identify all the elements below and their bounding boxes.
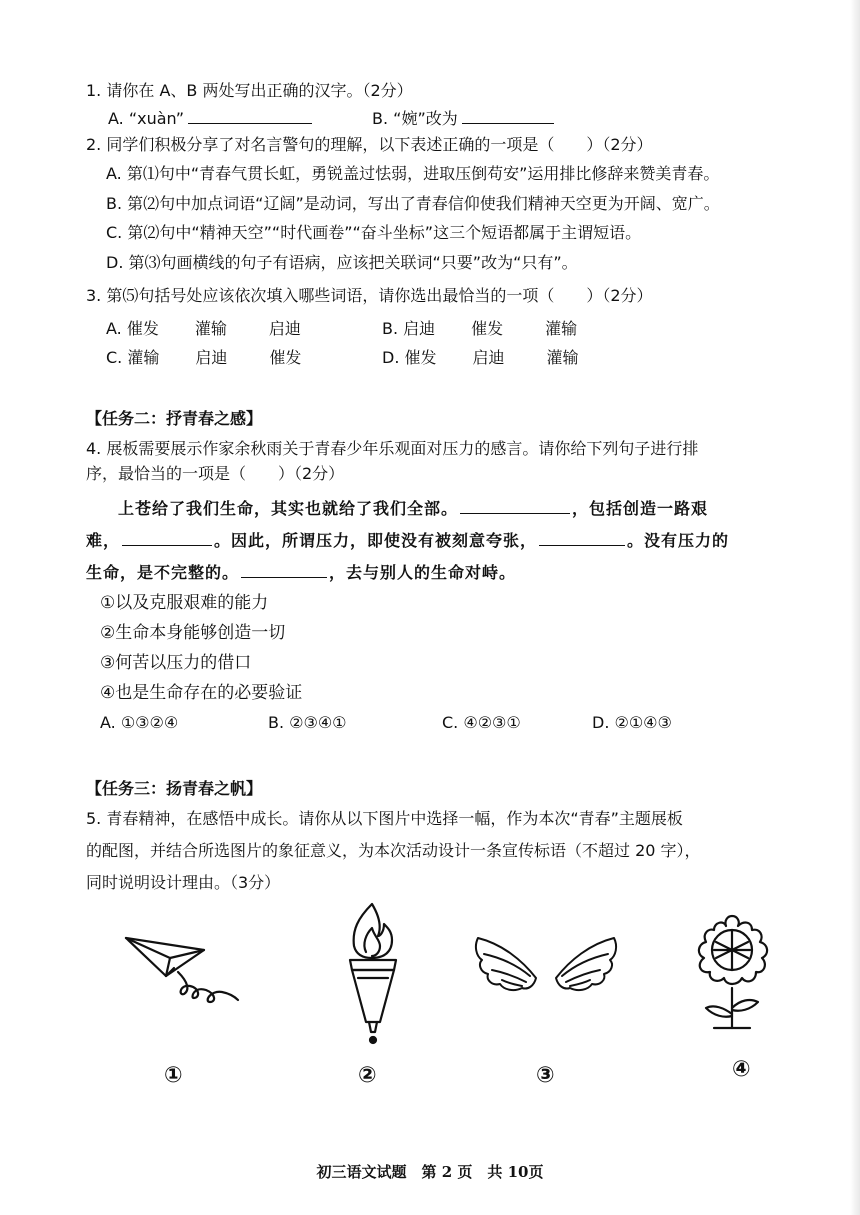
q4-stem-line2: 序，最恰当的一项是（ ）（2分） — [86, 464, 345, 483]
q4-answer-a: A. ①③②④ — [100, 713, 179, 732]
q1-a-blank[interactable] — [188, 107, 312, 124]
q3-option-b-word2: 催发 — [471, 319, 504, 338]
q5-line1: 5. 青春精神，在感悟中成长。请你从以下图片中选择一幅，作为本次“青春”主题展板 — [86, 809, 683, 828]
sunflower-icon[interactable] — [684, 912, 780, 1030]
passage-text: 上苍给了我们生命，其实也就给了我们全部。 — [118, 499, 459, 518]
q3-option-d-word2: 启迪 — [472, 348, 505, 367]
q2-option-a: A. 第⑴句中“青春气贯长虹，勇锐盖过怯弱，进取压倒苟安”运用排比修辞来赞美青春。 — [106, 164, 720, 183]
torch-icon[interactable] — [344, 900, 402, 1048]
scan-edge-shadow — [850, 0, 860, 1215]
paper-plane-icon[interactable] — [118, 928, 250, 1006]
q4-item-3: ③何苦以压力的借口 — [100, 653, 252, 673]
q4-passage-line2 — [86, 529, 729, 552]
task2-heading: 【任务二：抒青春之感】 — [86, 409, 263, 428]
passage-text: 难， — [86, 531, 121, 550]
picture-number-4: ④ — [732, 1057, 751, 1082]
q4-passage-line1 — [118, 497, 708, 520]
picture-number-3: ③ — [536, 1063, 555, 1088]
q1-a-line — [108, 107, 312, 130]
q3-option-a — [106, 318, 301, 340]
q3-option-b-word3: 灌输 — [545, 319, 578, 338]
q5-line3: 同时说明设计理由。（3分） — [86, 873, 281, 892]
q3-option-b — [382, 318, 577, 340]
q4-blank-1[interactable] — [460, 497, 570, 514]
q4-item-2: ②生命本身能够创造一切 — [100, 623, 286, 643]
passage-text: 生命，是不完整的。 — [86, 563, 240, 582]
q3-option-d-word1: D. 催发 — [382, 348, 437, 367]
q4-answer-d: D. ②①④③ — [592, 713, 672, 732]
q3-stem: 3. 第⑸句括号处应该依次填入哪些词语，请你选出最恰当的一项（ ）（2分） — [86, 286, 653, 305]
wings-icon[interactable] — [472, 930, 620, 1002]
q4-item-4: ④也是生命存在的必要验证 — [100, 683, 303, 703]
q1-stem: 1. 请你在 A、B 两处写出正确的汉字。（2分） — [86, 81, 413, 100]
picture-number-2: ② — [358, 1063, 377, 1088]
q2-stem: 2. 同学们积极分享了对名言警句的理解，以下表述正确的一项是（ ）（2分） — [86, 135, 653, 154]
q1-a-label: A. “xuàn” — [108, 109, 185, 128]
q3-option-d-word3: 灌输 — [546, 348, 579, 367]
q4-answer-b: B. ②③④① — [268, 713, 347, 732]
q3-option-b-word1: B. 启迪 — [382, 319, 436, 338]
q3-option-c-word3: 催发 — [269, 348, 302, 367]
q4-blank-3[interactable] — [539, 529, 625, 546]
q4-answer-c: C. ④②③① — [442, 713, 521, 732]
q1-b-blank[interactable] — [462, 107, 554, 124]
q1-b-line — [372, 107, 554, 130]
q4-stem-line1: 4. 展板需要展示作家余秋雨关于青春少年乐观面对压力的感言。请你给下列句子进行排 — [86, 439, 699, 458]
q3-option-d — [382, 347, 579, 369]
q2-option-c: C. 第⑵句中“精神天空”“时代画卷”“奋斗坐标”这三个短语都属于主谓短语。 — [106, 223, 642, 242]
picture-number-1: ① — [164, 1063, 183, 1088]
q5-line2: 的配图，并结合所选图片的象征意义，为本次活动设计一条宣传标语（不超过 20 字）， — [86, 841, 701, 860]
passage-text: ，去与别人的生命对峙。 — [329, 563, 517, 582]
passage-text: 。因此，所谓压力，即使没有被刻意夸张， — [214, 531, 538, 550]
q1-b-label: B. “婉”改为 — [372, 109, 458, 128]
q4-passage-line3 — [86, 561, 516, 584]
q3-option-c-word1: C. 灌输 — [106, 348, 160, 367]
q3-option-a-word3: 启迪 — [268, 319, 301, 338]
q3-option-c — [106, 347, 301, 369]
q3-option-a-word1: A. 催发 — [106, 319, 159, 338]
q4-item-1: ①以及克服艰难的能力 — [100, 593, 269, 613]
q3-option-a-word2: 灌输 — [194, 319, 227, 338]
q2-option-b: B. 第⑵句中加点词语“辽阔”是动词，写出了青春信仰使我们精神天空更为开阔、宽广。 — [106, 194, 720, 213]
passage-text: ，包括创造一路艰 — [572, 499, 709, 518]
page-footer: 初三语文试题 第 2 页 共 10页 — [316, 1163, 544, 1181]
task3-heading: 【任务三：扬青春之帆】 — [86, 779, 263, 798]
passage-text: 。没有压力的 — [627, 531, 730, 550]
q4-blank-2[interactable] — [122, 529, 212, 546]
q3-option-c-word2: 启迪 — [195, 348, 228, 367]
q2-option-d: D. 第⑶句画横线的句子有语病，应该把关联词“只要”改为“只有”。 — [106, 253, 578, 272]
q4-blank-4[interactable] — [241, 561, 327, 578]
